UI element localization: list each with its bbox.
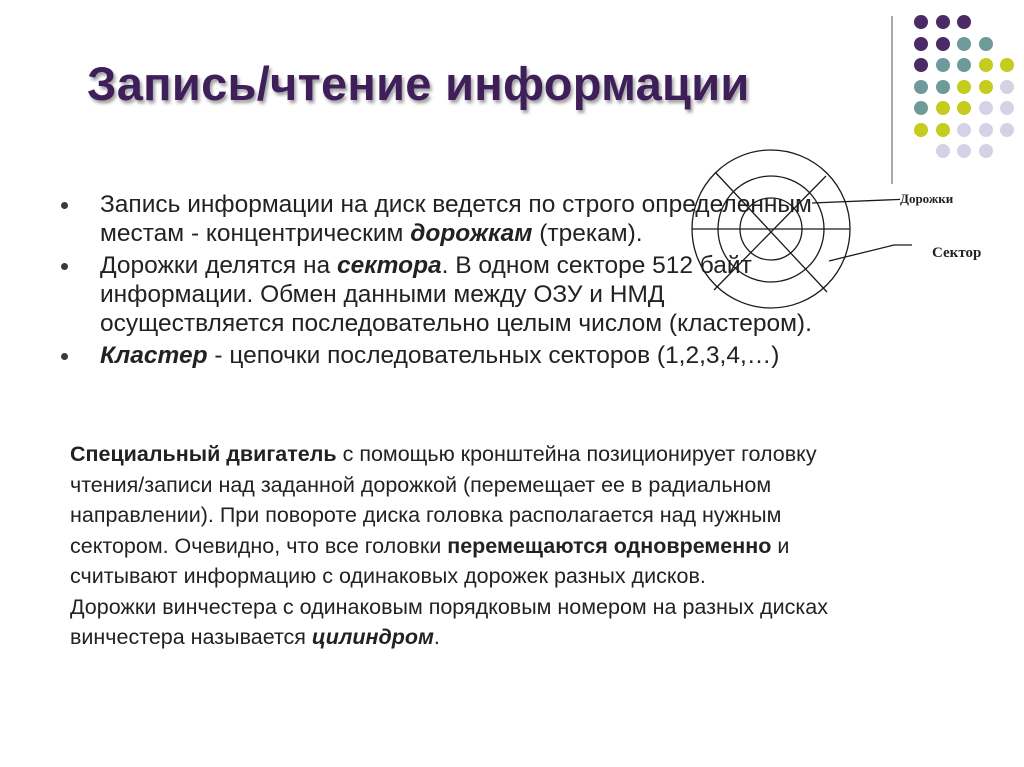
decorative-dot xyxy=(957,15,971,29)
decorative-dot xyxy=(914,58,928,72)
decorative-dot xyxy=(936,101,950,115)
paragraph-line xyxy=(70,439,990,470)
decorative-dot xyxy=(979,80,993,94)
decorative-dot xyxy=(957,101,971,115)
text-run: чтения/записи над заданной дорожкой (перемещает ее в радиальном xyxy=(70,472,772,497)
paragraph-line xyxy=(70,500,990,531)
bullet-dot-icon xyxy=(61,353,68,360)
body-paragraph xyxy=(70,439,990,653)
decorative-dot xyxy=(936,80,950,94)
paragraph-line xyxy=(70,622,990,653)
decorative-dot xyxy=(957,123,971,137)
text-run: . xyxy=(433,625,440,649)
decorative-dot-grid xyxy=(914,15,1014,165)
decorative-dot xyxy=(957,58,971,72)
decorative-dot xyxy=(979,123,993,137)
text-run: Дорожки винчестера с одинаковым порядковым номером на разных дисках xyxy=(70,594,828,619)
decorative-dot xyxy=(936,58,950,72)
emphasized-term: дорожкам xyxy=(410,220,533,247)
text-run: местам - концентрическим xyxy=(100,220,411,247)
decorative-dot xyxy=(914,15,928,29)
emphasized-term: цилиндром xyxy=(311,625,434,649)
text-run: с помощью кронштейна позиционирует головку xyxy=(336,442,817,466)
decorative-dot xyxy=(936,15,950,29)
decorative-dot xyxy=(936,123,950,137)
paragraph-line xyxy=(70,561,990,592)
text-run: информации. Обмен данными между ОЗУ и НМД xyxy=(100,281,665,308)
disk-tracks-diagram xyxy=(694,150,994,315)
disk-diagram-graphic xyxy=(694,150,994,315)
bullet-dot-icon xyxy=(61,202,68,209)
text-run: - цепочки последовательных секторов (1,2,3,4,…) xyxy=(207,342,780,369)
emphasized-term: Специальный двигатель xyxy=(70,442,337,466)
label-sector: Сектор xyxy=(932,245,982,261)
paragraph-line xyxy=(70,531,990,562)
decorative-dot xyxy=(957,80,971,94)
decorative-dot xyxy=(914,123,928,137)
decorative-dot xyxy=(914,80,928,94)
decorative-dot xyxy=(914,101,928,115)
decorative-dot xyxy=(914,37,928,51)
decorative-dot xyxy=(1000,101,1014,115)
decorative-dot xyxy=(936,37,950,51)
text-run: направлении). При повороте диска головка располагается над нужным xyxy=(70,503,782,527)
text-run: . В одном секторе 512 байт xyxy=(441,252,752,279)
bullet-line xyxy=(100,341,940,370)
decorative-dot xyxy=(979,58,993,72)
text-run: осуществляется последовательно целым числом (кластером). xyxy=(100,310,812,337)
bullet-item xyxy=(60,341,940,370)
sector-divider-diagonal-1 xyxy=(716,173,827,292)
decorative-dot xyxy=(979,101,993,115)
text-run: винчестера называется xyxy=(70,625,312,649)
emphasized-term: перемещаются одновременно xyxy=(447,533,772,558)
decorative-dot xyxy=(957,37,971,51)
decorative-dot xyxy=(979,37,993,51)
decorative-dot xyxy=(1000,80,1014,94)
decorative-dot xyxy=(1000,123,1014,137)
emphasized-term: сектора xyxy=(336,252,442,279)
text-run: сектором. Очевидно, что все головки xyxy=(70,533,448,558)
text-run: и xyxy=(771,533,790,558)
text-run: Дорожки делятся на xyxy=(100,252,337,279)
text-run: считывают информацию с одинаковых дорожек разных дисков. xyxy=(70,564,706,588)
text-run: (трекам). xyxy=(532,220,643,247)
paragraph-line xyxy=(70,592,990,623)
bullet-dot-icon xyxy=(61,263,68,270)
slide-title: Запись/чтение информации xyxy=(87,57,750,110)
decorative-dot xyxy=(1000,58,1014,72)
sector-pointer-line xyxy=(829,245,894,261)
emphasized-term: Кластер xyxy=(100,342,208,369)
text-run: Запись информации на диск ведется по строго определенным xyxy=(100,191,812,218)
label-tracks: Дорожки xyxy=(900,191,954,206)
paragraph-line xyxy=(70,470,990,501)
